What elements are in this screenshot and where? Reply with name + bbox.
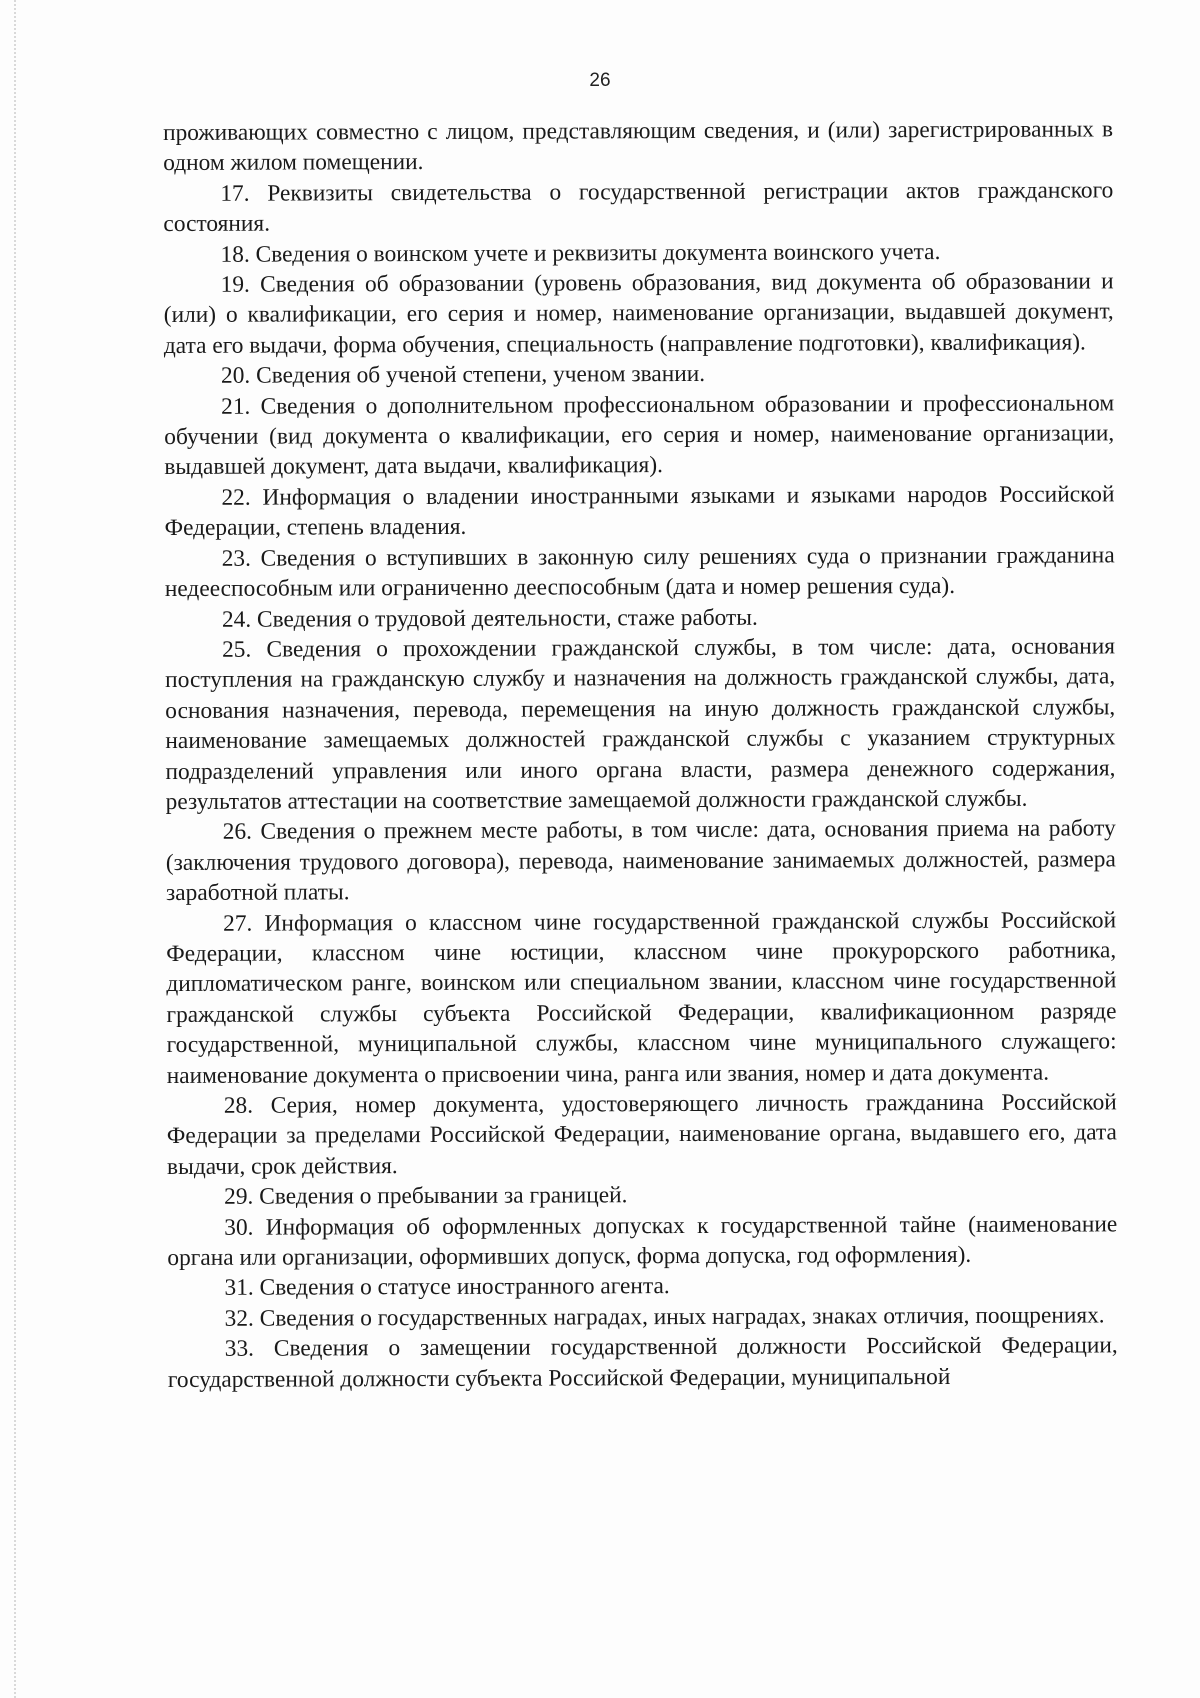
- list-item-18: 18. Сведения о воинском учете и реквизиты документа воинского учета.: [220, 238, 941, 268]
- list-item-23: 23. Сведения о вступивших в законную силу решениях суда о признании гражданина недееспособным или ограниченно дееспособным (дата и номер решения суда).: [164, 542, 1115, 603]
- list-item-28: 28. Серия, номер документа, удостоверяющего личность гражданина Российской Федерации за пределами Российской Федерации, наименование органа, выдавшего его, дата выдачи, срок действия.: [166, 1089, 1117, 1180]
- list-item-25: 25. Сведения о прохождении гражданской службы, в том числе: дата, основания поступления на гражданскую службу и назначения на должность гражданской службы, дата, основания назначения, перевода, перемещения на иную должность гражданской службы, наименование замещаемых должностей гражданской службы с указанием структурных подразделений управления или иного органа власти, размера денежного содержания, результатов аттестации на соответствие замещаемой должности гражданской службы.: [165, 633, 1116, 815]
- list-item-30: 30. Информация об оформленных допусках к государственной тайне (наименование органа или организации, оформивших допуск, форма допуска, год оформления).: [167, 1210, 1118, 1272]
- paragraph-continuation: проживающих совместно с лицом, представляющим сведения, и (или) зарегистрированных в одном жилом помещении.: [163, 116, 1114, 177]
- list-item-31: 31. Сведения о статусе иностранного агента.: [224, 1273, 670, 1302]
- list-item-27: 27. Информация о классном чине государственной гражданской службы Российской Федерации, классном чине юстиции, классном чине прокурорского работника, дипломатическом ранге, воинском или специальном звании, классном чине государственной гражданской службы субъекта Российской Федерации, квалификационном разряде государственной, муниципальной службы, классном чине муниципального служащего: наименование документа о присвоении чина, ранга или звания, номер и дата документа.: [166, 906, 1117, 1089]
- list-item-29: 29. Сведения о пребывании за границей.: [224, 1182, 628, 1210]
- list-item-24: 24. Сведения о трудовой деятельности, стаже работы.: [221, 604, 758, 633]
- list-item-20: 20. Сведения об ученой степени, ученом звании.: [220, 361, 706, 390]
- list-item-17: 17. Реквизиты свидетельства о государственной регистрации актов гражданского состояния.: [163, 177, 1114, 238]
- list-item-22: 22. Информация о владении иностранными языками и языками народов Российской Федерации, степень владения.: [164, 481, 1115, 542]
- list-item-21: 21. Сведения о дополнительном профессиональном образовании и профессиональном обучении (вид документа о квалификации, его серия и номер, наименование организации, выдавшей документ, дата выдачи, квалификация).: [164, 390, 1115, 481]
- document-body: [163, 114, 1118, 1395]
- page-number: 26: [589, 70, 611, 91]
- list-item-32: 32. Сведения о государственных наградах, иных наградах, знаках отличия, поощрениях.: [224, 1302, 1105, 1332]
- scan-edge: [14, 0, 16, 1698]
- list-item-26: 26. Сведения о прежнем месте работы, в том числе: дата, основания приема на работу (заключения трудового договора), перевода, наименование занимаемых должностей, размера заработной платы.: [165, 815, 1116, 907]
- list-item-19: 19. Сведения об образовании (уровень образования, вид документа об образовании и (или) о квалификации, его серия и номер, наименование организации, выдавшей документ, дата его выдачи, форма обучения, специальность (направление подготовки), квалификация).: [163, 268, 1114, 359]
- list-item-33: 33. Сведения о замещении государственной должности Российской Федерации, государственной должности субъекта Российской Федерации, муниципальной: [167, 1332, 1118, 1393]
